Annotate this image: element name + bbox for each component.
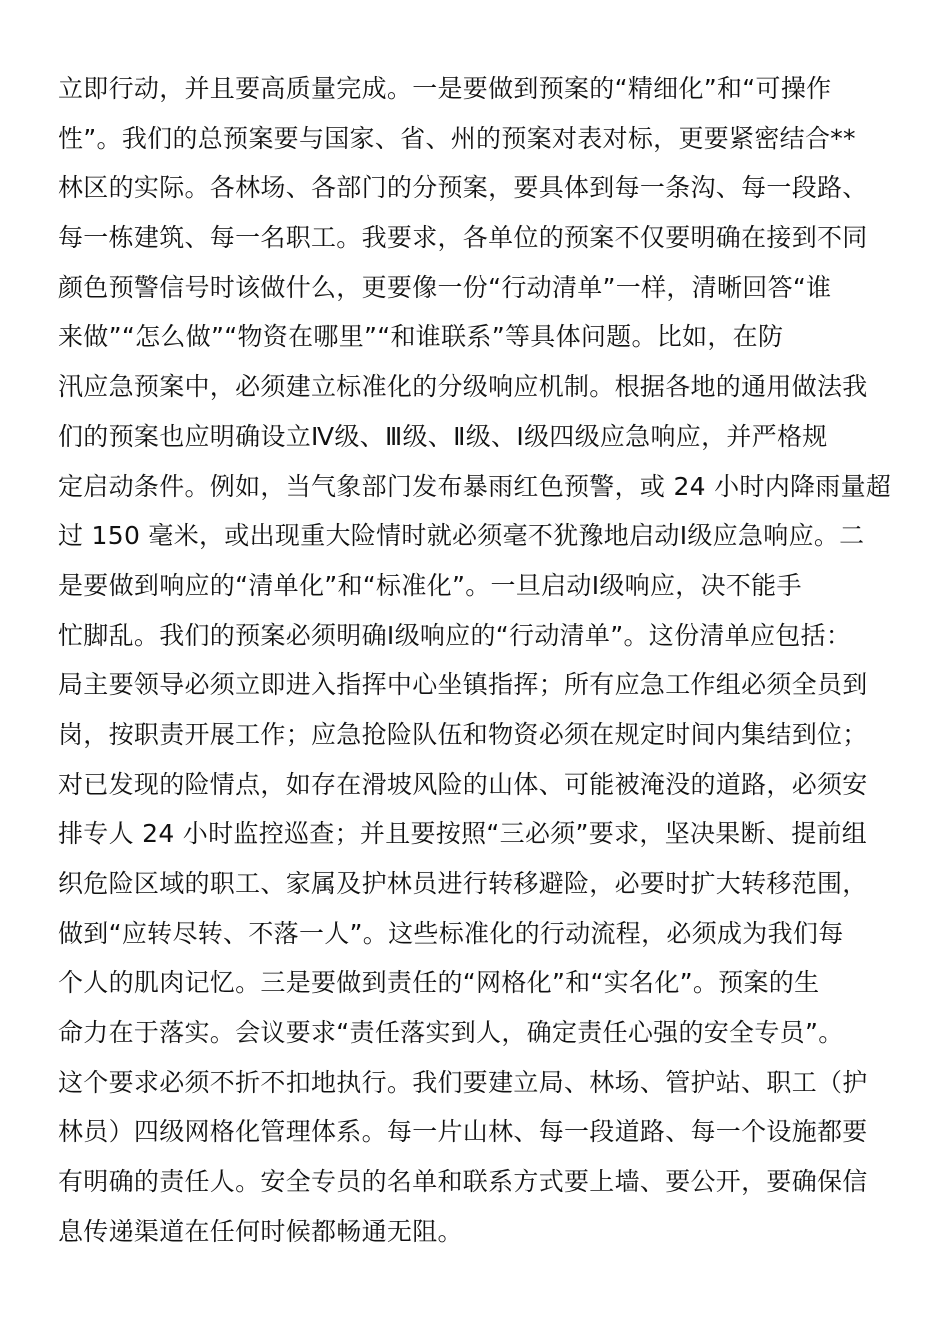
text-line: 颜色预警信号时该做什么，更要像一份“行动清单”一样，清晰回答“谁 xyxy=(58,272,832,302)
text-line: 岗，按职责开展工作；应急抢险队伍和物资必须在规定时间内集结到位； xyxy=(58,719,868,749)
text-line: 定启动条件。例如，当气象部门发布暴雨红色预警，或 24 小时内降雨量超 xyxy=(58,471,892,501)
text-line: 过 150 毫米，或出现重大险情时就必须毫不犹豫地启动Ⅰ级应急响应。二 xyxy=(58,521,865,551)
text-line: 们的预案也应明确设立Ⅳ级、Ⅲ级、Ⅱ级、Ⅰ级四级应急响应，并严格规 xyxy=(58,421,828,451)
text-line: 性”。我们的总预案要与国家、省、州的预案对表对标，更要紧密结合** xyxy=(58,123,856,153)
text-line: 局主要领导必须立即进入指挥中心坐镇指挥；所有应急工作组必须全员到 xyxy=(58,670,868,700)
text-line: 林员）四级网格化管理体系。每一片山林、每一段道路、每一个设施都要 xyxy=(58,1117,868,1147)
text-line: 织危险区域的职工、家属及护林员进行转移避险，必要时扩大转移范围， xyxy=(58,869,868,898)
text-line: 忙脚乱。我们的预案必须明确Ⅰ级响应的“行动清单”。这份清单应包括： xyxy=(58,620,852,650)
text-line: 排专人 24 小时监控巡查；并且要按照“三必须”要求，坚决果断、提前组 xyxy=(58,819,868,849)
text-line: 林区的实际。各林场、各部门的分预案，要具体到每一条沟、每一段路、 xyxy=(58,173,868,203)
text-line: 每一栋建筑、每一名职工。我要求，各单位的预案不仅要明确在接到不同 xyxy=(58,223,868,253)
text-line: 有明确的责任人。安全专员的名单和联系方式要上墙、要公开，要确保信 xyxy=(58,1167,868,1197)
text-line: 来做”“怎么做”“物资在哪里”“和谁联系”等具体问题。比如，在防 xyxy=(58,322,784,352)
text-line: 这个要求必须不折不扣地执行。我们要建立局、林场、管护站、职工（护 xyxy=(58,1067,868,1097)
text-line: 个人的肌肉记忆。三是要做到责任的“网格化”和“实名化”。预案的生 xyxy=(58,968,820,998)
text-line: 做到“应转尽转、不落一人”。这些标准化的行动流程，必须成为我们每 xyxy=(58,918,844,948)
text-line: 汛应急预案中，必须建立标准化的分级响应机制。根据各地的通用做法我 xyxy=(58,372,868,402)
body-text xyxy=(58,64,908,1257)
text-line: 立即行动，并且要高质量完成。一是要做到预案的“精细化”和“可操作 xyxy=(58,74,832,103)
text-line: 对已发现的险情点，如存在滑坡风险的山体、可能被淹没的道路，必须安 xyxy=(58,769,868,799)
text-line: 是要做到响应的“清单化”和“标准化”。一旦启动Ⅰ级响应，决不能手 xyxy=(58,570,802,600)
text-line: 命力在于落实。会议要求“责任落实到人，确定责任心强的安全专员”。 xyxy=(58,1018,844,1048)
text-line: 息传递渠道在任何时候都畅通无阻。 xyxy=(58,1216,463,1246)
